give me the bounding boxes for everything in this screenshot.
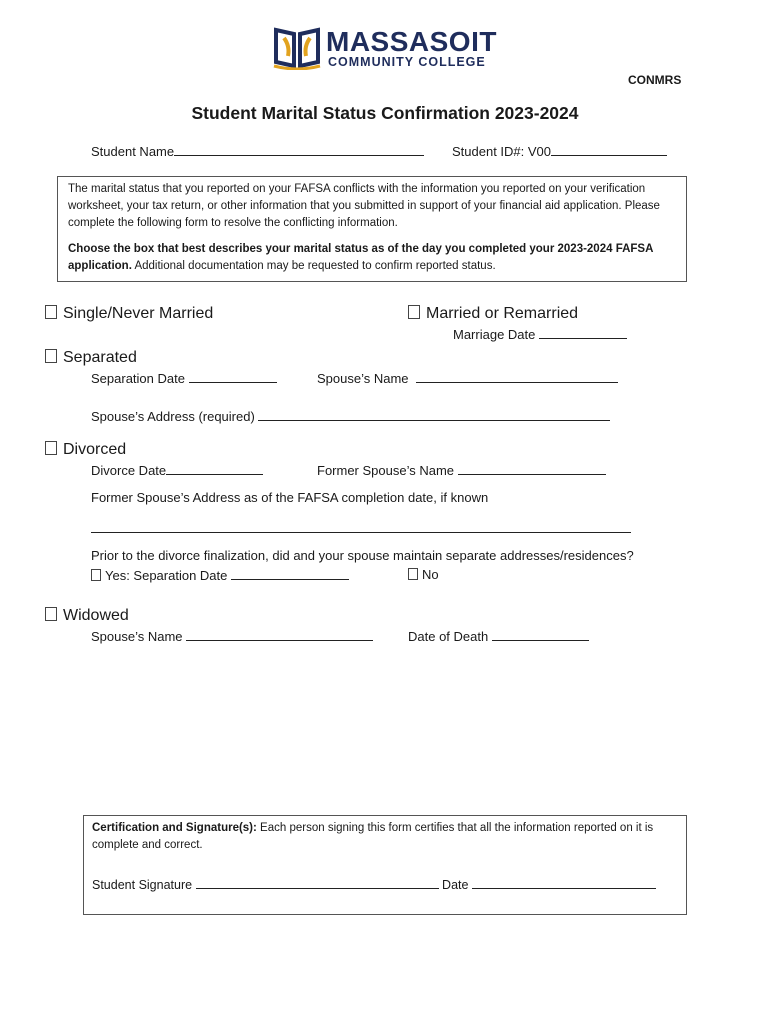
signature-date-label: Date xyxy=(442,878,469,892)
page-title: Student Marital Status Confirmation 2023-2024 xyxy=(191,103,579,123)
checkbox-married[interactable] xyxy=(408,305,420,319)
former-spouse-name-row xyxy=(317,462,606,479)
certification-box xyxy=(83,815,687,915)
notice-instruction-bold: Choose the box that best describes your marital status as of the day you completed your 2023-2024 FAFSA application. xyxy=(68,243,653,272)
former-spouse-address-label: Former Spouse’s Address as of the FAFSA completion date, if known xyxy=(91,490,489,505)
student-id-row xyxy=(452,143,667,160)
option-divorced-label: Divorced xyxy=(63,441,127,458)
no-label: No xyxy=(422,567,439,582)
separation-date-field[interactable] xyxy=(189,370,277,383)
student-signature-label: Student Signature xyxy=(92,878,193,892)
notice-instruction-rest: Additional documentation may be requested to confirm reported status. xyxy=(131,260,496,272)
student-id-label: Student ID#: V00 xyxy=(452,144,552,159)
spouse-address-label: Spouse’s Address (required) xyxy=(91,409,255,424)
date-of-death-row xyxy=(408,628,589,645)
logo-subtitle: COMMUNITY COLLEGE xyxy=(328,55,486,69)
date-of-death-label: Date of Death xyxy=(408,629,489,644)
checkbox-widowed[interactable] xyxy=(45,607,57,621)
marriage-date-row xyxy=(453,326,627,343)
certification-body: Each person signing this form certifies that all the information reported on it is complete and correct. xyxy=(92,822,654,851)
prior-question: Prior to the divorce finalization, did and your spouse maintain separate addresses/residences? xyxy=(91,548,634,563)
checkbox-divorced[interactable] xyxy=(45,441,57,455)
marriage-date-label: Marriage Date xyxy=(453,327,536,342)
marriage-date-field[interactable] xyxy=(539,326,627,339)
divorce-date-label: Divorce Date xyxy=(91,463,167,478)
logo-name: MASSASOIT xyxy=(326,26,497,57)
former-spouse-name-label: Former Spouse’s Name xyxy=(317,463,455,478)
yes-separation-date-field[interactable] xyxy=(231,567,349,580)
option-married-label: Married or Remarried xyxy=(426,305,579,322)
spouse-address-row xyxy=(91,408,610,425)
option-widowed-label: Widowed xyxy=(63,607,129,624)
student-name-row xyxy=(91,143,424,160)
option-married xyxy=(408,304,578,324)
separation-date-row xyxy=(91,370,277,387)
signature-date-field[interactable] xyxy=(472,876,656,889)
widow-spouse-name-field[interactable] xyxy=(186,628,373,641)
checkbox-yes[interactable] xyxy=(91,569,101,581)
student-signature-field[interactable] xyxy=(196,876,439,889)
checkbox-no[interactable] xyxy=(408,568,418,580)
form-code: CONMRS xyxy=(628,73,682,87)
notice-instruction xyxy=(68,241,676,275)
option-single xyxy=(45,304,213,324)
checkbox-separated[interactable] xyxy=(45,349,57,363)
certification-heading: Certification and Signature(s): xyxy=(92,822,257,834)
widow-spouse-name-row xyxy=(91,628,373,645)
separation-date-label: Separation Date xyxy=(91,371,185,386)
notice-text: The marital status that you reported on your FAFSA conflicts with the information you reported on your verification worksheet, your tax return, or other information that you submitted in support of your financial aid application. Please complete the following form to resolve the conflicting information. xyxy=(68,183,660,229)
college-logo xyxy=(272,26,498,70)
date-of-death-field[interactable] xyxy=(492,628,589,641)
spouse-address-field[interactable] xyxy=(258,408,610,421)
spouse-name-label: Spouse’s Name xyxy=(317,371,409,386)
yes-label: Yes: Separation Date xyxy=(105,568,228,583)
spouse-name-field[interactable] xyxy=(416,370,618,383)
former-spouse-name-field[interactable] xyxy=(458,462,606,475)
divorce-date-field[interactable] xyxy=(166,462,263,475)
option-single-label: Single/Never Married xyxy=(63,305,214,322)
yes-option-row xyxy=(91,567,349,584)
no-option-row xyxy=(408,567,439,583)
spouse-name-row xyxy=(317,370,618,387)
open-book-icon xyxy=(272,26,322,70)
option-widowed xyxy=(45,606,129,626)
notice-box xyxy=(57,176,687,282)
student-id-field[interactable] xyxy=(551,143,667,156)
option-divorced xyxy=(45,440,126,460)
checkbox-single[interactable] xyxy=(45,305,57,319)
student-name-label: Student Name xyxy=(91,144,175,159)
option-separated xyxy=(45,348,137,368)
certification-text xyxy=(92,820,678,854)
widow-spouse-name-label: Spouse’s Name xyxy=(91,629,183,644)
student-name-field[interactable] xyxy=(174,143,424,156)
signature-row xyxy=(92,876,678,894)
former-spouse-address-field[interactable] xyxy=(91,519,631,533)
option-separated-label: Separated xyxy=(63,349,137,366)
divorce-date-row xyxy=(91,462,263,479)
